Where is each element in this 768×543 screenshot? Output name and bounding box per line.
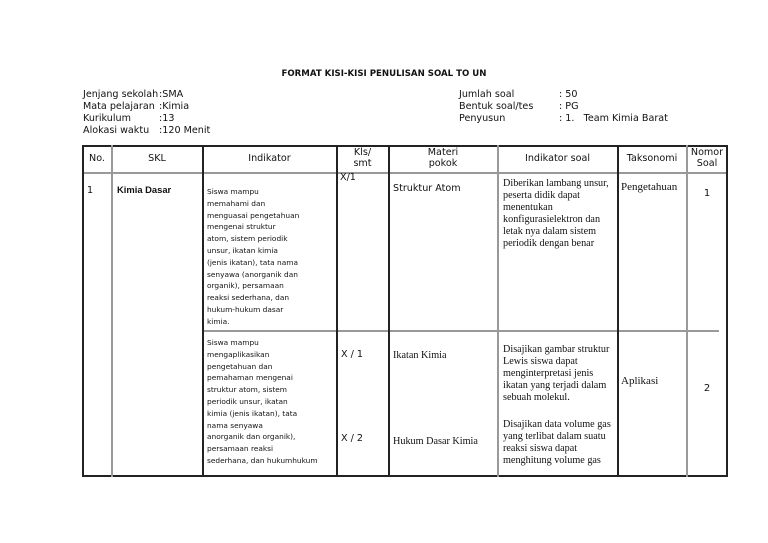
row1-kls: X/1: [340, 172, 356, 183]
meta-label: Kurikulum: [83, 113, 131, 124]
meta-label: Penyusun: [459, 113, 506, 124]
meta-kurikulum: [83, 113, 210, 125]
header-materi-pokok: [389, 147, 497, 169]
meta-bentuk: [459, 101, 668, 113]
meta-label: Bentuk soal/tes: [459, 101, 534, 112]
meta-value: : 50: [559, 89, 578, 100]
meta-value: :Kimia: [159, 101, 190, 112]
col-divider-kls: [388, 145, 390, 477]
meta-jumlah: [459, 89, 668, 101]
row1-nomor: 1: [703, 188, 711, 199]
meta-value: : 1. Team Kimia Barat: [559, 113, 668, 124]
header-materi-line1: Materi: [427, 147, 459, 158]
table-left-border: [82, 145, 84, 477]
header-materi-line2: pokok: [428, 158, 458, 169]
header-indikator-soal: Indikator soal: [525, 153, 590, 164]
col-divider-no: [111, 145, 113, 477]
col-divider-materi: [497, 145, 499, 477]
meta-label: Jenjang sekolah: [83, 89, 159, 100]
header-taksonomi: Taksonomi: [626, 153, 678, 164]
header-kls-line2: smt: [353, 158, 372, 169]
header-no: No.: [89, 153, 105, 164]
col-divider-skl: [202, 145, 204, 477]
row1-indikator-soal: Diberikan lambang unsur, peserta didik dapat menentukan konfigurasielektron dan letak nya dalam sistem periodik dengan benar: [503, 178, 609, 249]
meta-penyusun: [459, 113, 668, 125]
header-indikator: Indikator: [248, 153, 291, 164]
header-nomor-line1: Nomor: [690, 147, 724, 158]
header-skl: SKL: [148, 153, 166, 164]
row2-materi-a: Ikatan Kimia: [393, 350, 447, 361]
header-nomor-soal: [687, 147, 727, 169]
meta-value: : PG: [559, 101, 579, 112]
header-kls-smt: [337, 147, 388, 169]
row2-kls-b: X / 2: [341, 433, 364, 444]
col-divider-indikator-soal: [617, 145, 619, 477]
row2-nomor: 2: [703, 383, 711, 394]
meta-value: :SMA: [159, 89, 184, 100]
document-title: FORMAT KISI-KISI PENULISAN SOAL TO UN: [281, 69, 487, 79]
meta-jenjang: [83, 89, 210, 101]
header-kls-line1: Kls/: [353, 147, 372, 158]
meta-right: [459, 89, 668, 125]
meta-left: [83, 89, 210, 137]
meta-value: :120 Menit: [159, 125, 211, 136]
meta-label: Alokasi waktu: [83, 125, 150, 136]
meta-alokasi: [83, 125, 210, 137]
row2-kls-a: X / 1: [341, 349, 364, 360]
meta-label: Mata pelajaran: [83, 101, 158, 112]
meta-value: :13: [159, 113, 175, 124]
row1-indikator: Siswa mampu memahami dan menguasai pengetahuan mengenai struktur atom, sistem periodik unsur, ikatan kimia (jenis ikatan), tata nama senyawa (anorganik dan organik), persamaan reaksi sederhana, dan hukum-hukum dasar kimia.: [207, 187, 300, 326]
row2-indikator-soal-a: Disajikan gambar struktur Lewis siswa dapat menginterpretasi jenis ikatan yang terjadi dalam sebuah molekul.: [503, 344, 610, 403]
header-nomor-line2: Soal: [696, 158, 718, 169]
row1-materi: Struktur Atom: [393, 183, 461, 194]
col-divider-indikator: [336, 145, 338, 477]
table-bottom-border: [82, 475, 728, 477]
row2-materi-b: Hukum Dasar Kimia: [393, 436, 478, 447]
row1-no: 1: [87, 185, 94, 196]
row1-skl: Kimia Dasar: [117, 184, 172, 195]
row2-indikator-soal-b: Disajikan data volume gas yang terlibat dalam suatu reaksi siswa dapat menghitung volume gas: [503, 419, 611, 466]
row1-taksonomi: Pengetahuan: [621, 181, 678, 193]
row2-taksonomi: Aplikasi: [621, 375, 659, 387]
meta-label: Jumlah soal: [459, 89, 515, 100]
header-bottom-border: [82, 172, 728, 174]
meta-mapel: [83, 101, 210, 113]
row2-indikator: Siswa mampu mengaplikasikan pengetahuan dan pemahaman mengenai struktur atom, sistem periodik unsur, ikatan kimia (jenis ikatan), tata nama senyawa anorganik dan organik), persamaan reaksi sederhana, dan hukumhukum: [207, 338, 318, 465]
row-separator: [202, 330, 719, 332]
